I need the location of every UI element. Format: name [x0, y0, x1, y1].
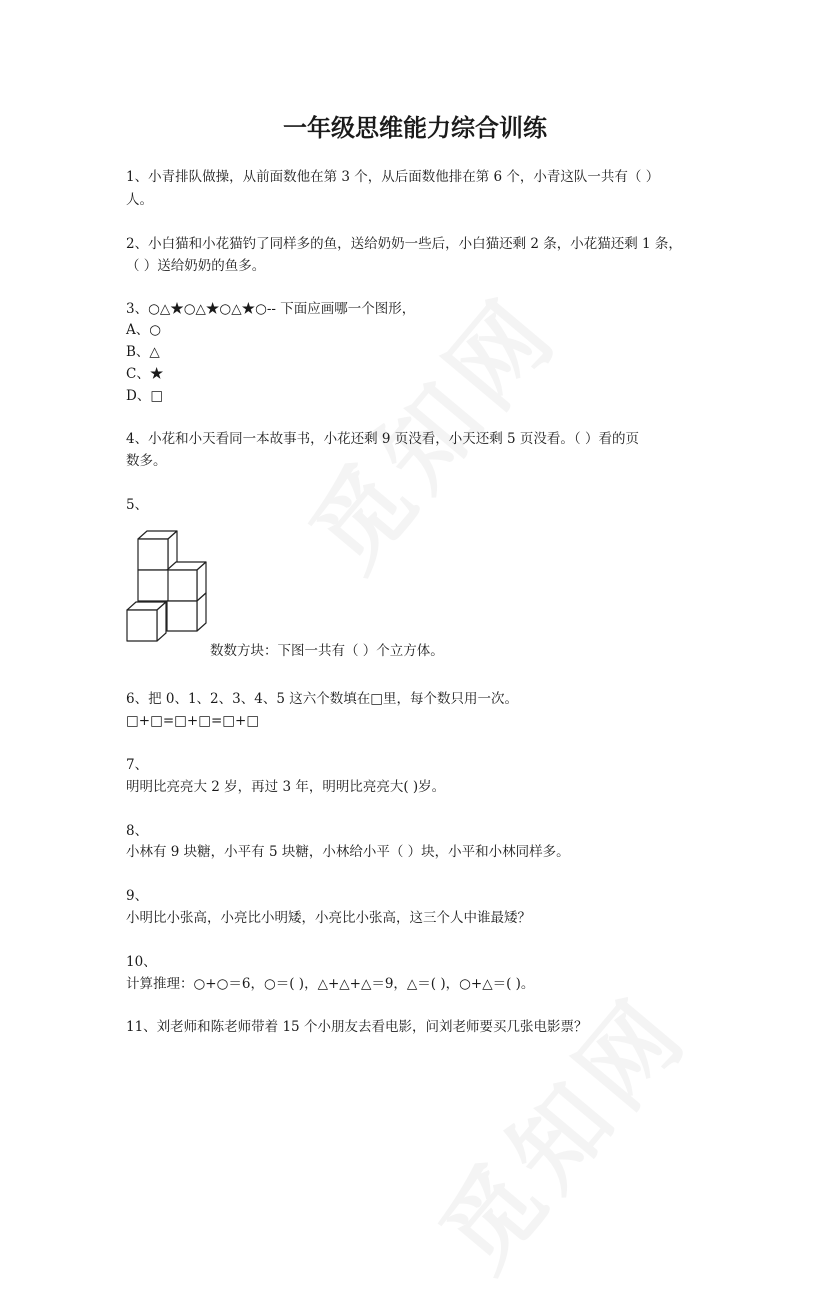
cube — [167, 562, 206, 601]
question-3-option-d: D、□ — [126, 388, 164, 404]
cube — [138, 531, 177, 570]
question-2-line-1: 2、小白猫和小花猫钓了同样多的鱼，送给奶奶一些后，小白猫还剩 2 条，小花猫还剩 1 条， — [126, 236, 682, 252]
question-2-line-2: （ ）送给奶奶的鱼多。 — [126, 258, 266, 274]
cube — [127, 602, 166, 641]
question-1-line-2: 人。 — [126, 192, 153, 208]
question-10-number: 10、 — [126, 954, 157, 970]
question-5-caption: 数数方块：下图一共有（ ）个立方体。 — [210, 643, 444, 659]
question-5-number: 5、 — [126, 497, 149, 513]
question-9-text: 小明比小张高，小亮比小明矮，小亮比小张高，这三个人中谁最矮？ — [126, 910, 531, 926]
question-1-line-1: 1、小青排队做操，从前面数他在第 3 个，从后面数他排在第 6 个，小青这队一共有（ ） — [126, 169, 660, 185]
question-6-line-2: □+□=□+□=□+□ — [126, 713, 260, 729]
page-title: 一年级思维能力综合训练 — [283, 114, 547, 142]
question-10-text: 计算推理：○+○＝6，○＝( )，△+△+△＝9，△＝( )，○+△＝( )。 — [126, 976, 535, 992]
cubes-figure — [122, 528, 214, 646]
cube — [138, 570, 168, 601]
question-3-option-b: B、△ — [126, 344, 160, 360]
question-3-option-c: C、★ — [126, 366, 164, 382]
question-3-stem: 3、○△★○△★○△★○-- 下面应画哪一个图形， — [126, 301, 416, 317]
question-7-text: 明明比亮亮大 2 岁，再过 3 年，明明比亮亮大( )岁。 — [126, 779, 446, 795]
question-9-number: 9、 — [126, 888, 149, 904]
question-4-line-2: 数多。 — [126, 453, 167, 469]
question-4-line-1: 4、小花和小天看同一本故事书，小花还剩 9 页没看，小天还剩 5 页没看。（ ）看的页 — [126, 431, 639, 447]
question-3-option-a: A、○ — [126, 322, 162, 338]
question-11-text: 11、刘老师和陈老师带着 15 个小朋友去看电影，问刘老师要买几张电影票？ — [126, 1019, 588, 1035]
question-8-text: 小林有 9 块糖，小平有 5 块糖，小林给小平（ ）块，小平和小林同样多。 — [126, 844, 570, 860]
watermark — [404, 963, 713, 1294]
question-8-number: 8、 — [126, 823, 149, 839]
question-6-line-1: 6、把 0、1、2、3、4、5 这六个数填在□里，每个数只用一次。 — [126, 691, 518, 707]
question-7-number: 7、 — [126, 757, 149, 773]
